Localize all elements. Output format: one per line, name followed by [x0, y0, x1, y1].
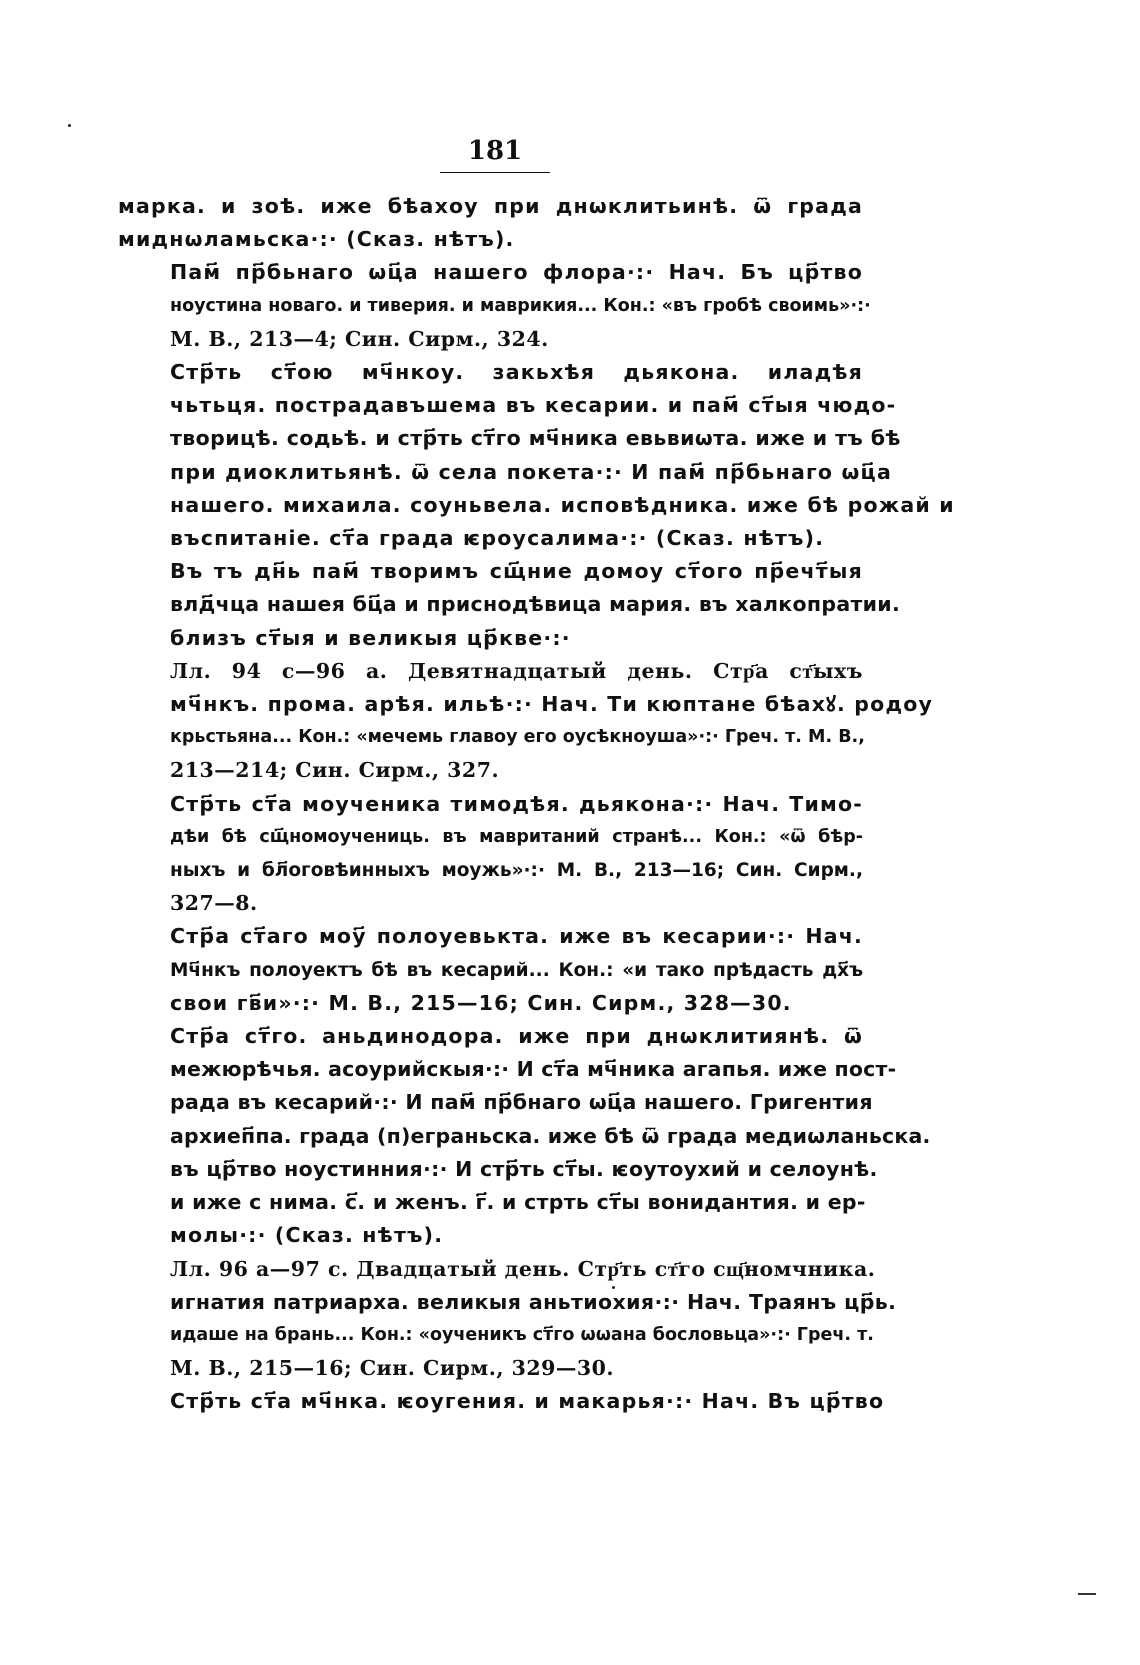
text-line: идаше на брань... Кон.: «оученикъ ст҃го ѡѡана бословьца»·:· Греч. т.	[170, 1324, 874, 1345]
text-line: архиеп҃па. града (п)еграньска. иже бѣ ѿ града медиѡланьска.	[170, 1123, 931, 1148]
text-line: Стр҃а ст҃аго моу҃ полоуевькта. иже въ кесарии·:· Нач.	[170, 924, 863, 949]
text-line: Въ тъ дн҃ь пам҃ творимъ сщ҃ние домоу ст҃ого пр҃ечт҃ыя	[170, 559, 863, 584]
paragraph	[118, 1253, 897, 1386]
text-line: марка. и зоѣ. иже бѣахоу при днѡклитьинѣ. ѿ града	[118, 194, 863, 218]
text-line: влд҃чца нашея бц҃а и приснодѣвица мария. въ халкопратии.	[170, 592, 901, 617]
paragraph	[118, 1020, 931, 1252]
text-line: игнатия патриарха. великыя аньтиохия·:· Нач. Траянъ цр҃ь.	[170, 1289, 897, 1314]
text-line: 213—214; Син. Сирм., 327.	[170, 758, 500, 783]
text-line: крьстьяна... Кон.: «мечемь главоу его оусѣкноуша»·:· Греч. т. М. В.,	[170, 727, 865, 748]
text-line: ноустина новаго. и тиверия. и маврикия... Кон.: «въ гробѣ своимь»·:·	[170, 295, 871, 316]
text-line: 327—8.	[170, 891, 258, 916]
text-line: межюрѣчья. асоурийскыя·:· И ст҃а мч҃ника агапья. иже пост-	[170, 1057, 897, 1082]
paragraph	[118, 356, 955, 555]
text-line: М. В., 215—16; Син. Сирм., 329—30.	[170, 1356, 615, 1381]
paragraph	[118, 788, 863, 921]
text-line: нашего. михаила. соуньвела. исповѣдника. иже бѣ рожай и	[170, 492, 955, 517]
text-line: въспитаніе. ст҃а града ѥроусалима·:· (Сказ. нѣтъ).	[170, 526, 825, 551]
text-line: близъ ст҃ыя и великыя цр҃кве·:·	[170, 625, 571, 650]
paragraph	[118, 555, 901, 655]
text-line: Лл. 96 а—97 с. Двадцатый день. Стр҃ть ст҃го сщ҃номчника.	[170, 1256, 876, 1281]
text-line: и иже с нима. с҃. и женъ. г҃. и стрть ст҃ы вонидантия. и ер-	[170, 1190, 866, 1215]
text-body	[118, 190, 955, 1419]
text-line: при диоклитьянѣ. ѿ села покета·:· И пам҃ пр҃бьнаго ѡц҃а	[170, 459, 892, 484]
scan-speck	[68, 124, 71, 127]
text-line: творицѣ. содьѣ. и стр҃ть ст҃го мч҃ника евьвиѡта. иже и тъ бѣ	[170, 426, 901, 451]
text-line: мч҃нкъ. прома. арѣя. ильѣ·:· Нач. Ти кюптане бѣахꙋ. родоу	[170, 692, 934, 717]
scan-mark	[1078, 1593, 1096, 1595]
paragraph	[118, 256, 871, 356]
scan-speck	[612, 1286, 615, 1289]
text-line: Лл. 94 с—96 а. Девятнадцатый день. Стр҃а ст҃ыхъ	[170, 658, 863, 683]
page-number: 181	[440, 136, 550, 173]
text-line: свои гв҃и»·:· М. В., 215—16; Син. Сирм., 328—30.	[170, 990, 792, 1015]
text-line: Стр҃ть ст҃а моученика тимодѣя. дьякона·:· Нач. Тимо-	[170, 791, 863, 816]
text-line: молы·:· (Сказ. нѣтъ).	[170, 1223, 444, 1248]
text-line: дѣи бѣ сщ҃номоучениць. въ мавританий странѣ... Кон.: «ѿ бѣр-	[170, 826, 863, 847]
text-line: М. В., 213—4; Син. Сирм., 324.	[170, 326, 549, 351]
text-line: Мч҃нкъ полоуектъ бѣ въ кесарий... Кон.: «и тако прѣдасть дх҃ъ	[170, 959, 863, 981]
text-line: ныхъ и бл҃оговѣинныхъ моужь»·:· М. В., 213—16; Син. Сирм.,	[170, 860, 863, 882]
text-line: Стр҃ть ст҃а мч҃нка. ѥоугения. и макарья·:· Нач. Въ цр҃тво	[170, 1389, 885, 1414]
paragraph	[118, 655, 934, 788]
text-line: Пам҃ пр҃бьнаго ѡц҃а нашего флора·:· Нач. Бъ цр҃тво	[170, 260, 863, 285]
text-line: миднѡламьска·:· (Сказ. нѣтъ).	[118, 227, 515, 252]
paragraph	[118, 920, 863, 1020]
paragraph	[118, 190, 863, 256]
text-line: чьтьця. пострадавъшема въ кесарии. и пам҃ ст҃ыя чюдо-	[170, 393, 897, 418]
text-line: въ цр҃тво ноустинния·:· И стр҃ть ст҃ы. ѥоутоухий и селоунѣ.	[170, 1156, 878, 1181]
text-line: рада въ кесарий·:· И пам҃ пр҃бнаго ѡц҃а нашего. Григентия	[170, 1090, 873, 1115]
text-line: Стр҃ть ст҃ою мч҃нкоу. закьхѣя дьякона. иладѣя	[170, 360, 863, 385]
paragraph	[118, 1385, 885, 1418]
text-line: Стр҃а ст҃го. аньдинодора. иже при днѡклитиянѣ. ѿ	[170, 1024, 863, 1049]
